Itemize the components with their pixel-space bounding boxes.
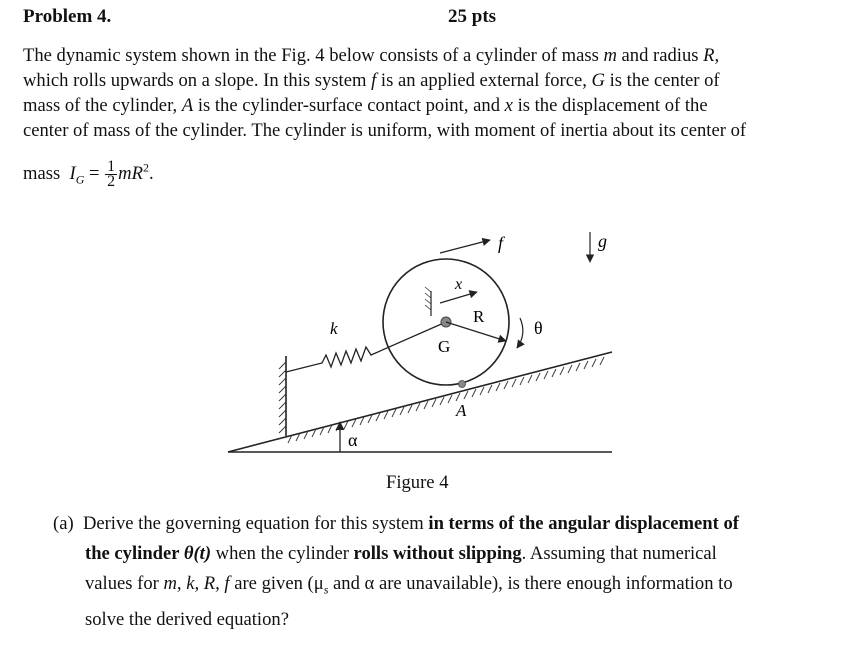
question-a-line-3: values for m, k, R, f are given ($\mu_s$ and α are unavailable), is there enough information to (85, 573, 733, 597)
theta-rotation-arrow (517, 318, 523, 348)
description-line-4: center of mass of the cylinder. The cylinder is uniform, with moment of inertia about its center of (23, 120, 747, 141)
force-f-arrow (440, 240, 490, 253)
problem-title: Problem 4. (23, 6, 112, 27)
g-center-label: G (438, 337, 451, 356)
alpha-label: α (348, 430, 358, 450)
f-label: f (498, 233, 504, 253)
r-label: R (473, 307, 485, 326)
spring (286, 322, 446, 372)
inertia-equation: mass $I_G$ = $\frac{1}{2}$ $mR^2$. (23, 158, 154, 190)
points-label: 25 pts (448, 6, 497, 27)
contact-point-dot (459, 381, 466, 388)
g-label: g (598, 231, 607, 251)
x-label: x (455, 276, 463, 293)
x-displacement-arrow (440, 292, 477, 303)
slope-hatching (288, 357, 604, 443)
question-a (53, 509, 843, 635)
one-half-fraction: $\frac{1}{2}$ (107, 158, 116, 190)
x-reference-hatching (425, 287, 431, 310)
question-a-line-1: (a) Derive the governing equation for this system in terms of the angular displacement of (53, 513, 739, 534)
description-line-2: which rolls upwards on a slope. In this system f is an applied external force, G is the center of (23, 70, 720, 91)
description-line-3: mass of the cylinder, A is the cylinder-surface contact point, and x is the displacement of the (23, 95, 708, 116)
figure-caption: Figure 4 (386, 472, 449, 493)
spring-k-label: k (330, 319, 338, 338)
question-a-line-2: the cylinder θ(t) when the cylinder rolls without slipping. Assuming that numerical (85, 543, 717, 564)
theta-label: θ (534, 318, 543, 338)
question-a-label: (a) (53, 513, 74, 534)
question-a-line-4: solve the derived equation? (85, 608, 289, 630)
a-contact-label: A (456, 401, 467, 420)
description-line-1: The dynamic system shown in the Fig. 4 below consists of a cylinder of mass m and radius R, (23, 45, 720, 66)
wall-hatching (279, 362, 286, 433)
